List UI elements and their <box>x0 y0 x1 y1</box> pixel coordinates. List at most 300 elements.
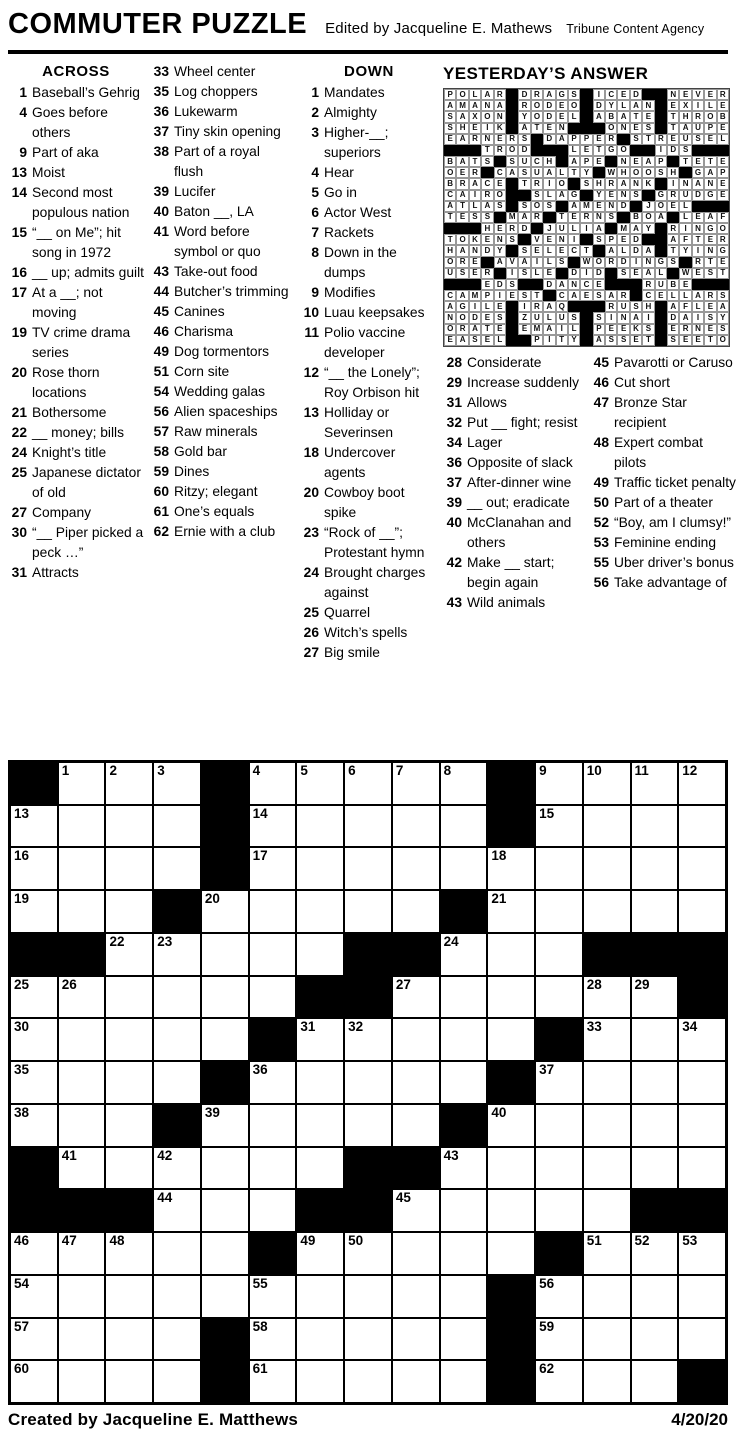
grid-cell-black <box>10 1147 58 1190</box>
grid-cell[interactable] <box>440 1061 488 1104</box>
answer-cell-black <box>568 123 580 134</box>
grid-cell[interactable] <box>631 1232 679 1275</box>
grid-cell[interactable] <box>392 1189 440 1232</box>
grid-cell[interactable] <box>392 976 440 1019</box>
grid-cell[interactable] <box>10 847 58 890</box>
grid-cell[interactable] <box>535 1318 583 1361</box>
grid-cell[interactable] <box>392 1018 440 1061</box>
grid-cell[interactable] <box>249 847 297 890</box>
grid-cell[interactable] <box>487 1018 535 1061</box>
grid-cell[interactable] <box>344 1275 392 1318</box>
grid-cell-number: 1 <box>61 763 70 778</box>
grid-cell[interactable] <box>10 1232 58 1275</box>
clue-number: 54 <box>153 384 169 399</box>
answer-cell: L <box>655 268 667 279</box>
answer-cell-black <box>605 223 617 234</box>
grid-cell[interactable] <box>153 1232 201 1275</box>
grid-cell-number: 6 <box>348 763 356 778</box>
answer-cell: N <box>494 111 506 122</box>
answer-cell: O <box>506 145 518 156</box>
answer-cell: N <box>679 178 691 189</box>
grid-cell[interactable] <box>58 847 106 890</box>
grid-cell-number: 25 <box>14 976 30 992</box>
grid-cell[interactable] <box>631 847 679 890</box>
clue-text: Down in the dumps <box>324 245 397 280</box>
clue-number: 14 <box>11 185 27 200</box>
grid-cell[interactable] <box>440 1018 488 1061</box>
grid-cell[interactable] <box>487 1104 535 1147</box>
grid-cell[interactable] <box>58 1104 106 1147</box>
answer-cell: R <box>605 134 617 145</box>
answer-cell: E <box>692 268 704 279</box>
grid-cell[interactable] <box>678 805 726 848</box>
grid-cell-number: 57 <box>14 1318 30 1334</box>
grid-cell[interactable] <box>678 890 726 933</box>
answer-cell: L <box>568 223 580 234</box>
grid-cell[interactable] <box>631 1104 679 1147</box>
grid-cell[interactable] <box>153 1018 201 1061</box>
grid-cell-black <box>10 1189 58 1232</box>
grid-cell[interactable] <box>105 933 153 976</box>
answer-cell: E <box>568 212 580 223</box>
clue-text: Gold bar <box>174 444 227 459</box>
grid-cell[interactable] <box>344 762 392 805</box>
grid-cell[interactable] <box>487 1232 535 1275</box>
grid-cell[interactable] <box>201 1018 249 1061</box>
clue-text: Wheel center <box>174 64 256 79</box>
grid-cell[interactable] <box>249 762 297 805</box>
grid-cell-black <box>296 1189 344 1232</box>
answer-cell: N <box>481 100 493 111</box>
grid-cell[interactable] <box>296 933 344 976</box>
grid-cell-black <box>344 976 392 1019</box>
grid-cell[interactable] <box>535 1104 583 1147</box>
grid-cell[interactable] <box>678 1275 726 1318</box>
grid-cell[interactable] <box>153 1275 201 1318</box>
grid-cell[interactable] <box>153 805 201 848</box>
grid-cell[interactable] <box>583 1189 631 1232</box>
answer-cell: A <box>543 324 555 335</box>
clue-across-31 <box>8 563 144 583</box>
grid-cell[interactable] <box>678 1061 726 1104</box>
answer-cell: A <box>556 279 568 290</box>
grid-cell[interactable] <box>583 890 631 933</box>
answer-cell: D <box>518 223 530 234</box>
grid-cell[interactable] <box>105 1360 153 1403</box>
grid-cell[interactable] <box>583 762 631 805</box>
grid-cell[interactable] <box>440 1232 488 1275</box>
grid-cell[interactable] <box>344 1061 392 1104</box>
grid-cell[interactable] <box>678 847 726 890</box>
answer-cell: N <box>692 324 704 335</box>
grid-cell[interactable] <box>535 847 583 890</box>
grid-cell[interactable] <box>440 762 488 805</box>
answer-cell: O <box>444 167 456 178</box>
grid-cell[interactable] <box>535 762 583 805</box>
grid-cell[interactable] <box>392 805 440 848</box>
grid-cell[interactable] <box>487 933 535 976</box>
grid-cell[interactable] <box>392 890 440 933</box>
grid-cell[interactable] <box>392 1318 440 1361</box>
grid-cell[interactable] <box>153 933 201 976</box>
grid-cell[interactable] <box>392 847 440 890</box>
answer-cell: S <box>518 268 530 279</box>
grid-cell[interactable] <box>296 847 344 890</box>
grid-cell[interactable] <box>58 805 106 848</box>
grid-cell[interactable] <box>583 1147 631 1190</box>
answer-cell: S <box>518 290 530 301</box>
grid-cell[interactable] <box>58 1147 106 1190</box>
answer-cell: E <box>494 223 506 234</box>
answer-cell: H <box>481 223 493 234</box>
grid-cell[interactable] <box>153 1360 201 1403</box>
grid-cell[interactable] <box>105 1061 153 1104</box>
grid-cell[interactable] <box>344 1232 392 1275</box>
grid-cell[interactable] <box>392 1232 440 1275</box>
grid-cell[interactable] <box>10 1360 58 1403</box>
grid-cell[interactable] <box>58 1360 106 1403</box>
grid-cell-number: 34 <box>682 1019 698 1035</box>
answer-cell: D <box>543 111 555 122</box>
grid-cell[interactable] <box>535 1147 583 1190</box>
grid-cell-number: 15 <box>539 805 555 821</box>
grid-cell[interactable] <box>296 1360 344 1403</box>
clue-across-35 <box>150 82 292 102</box>
clue-number: 25 <box>11 465 27 480</box>
answer-cell: D <box>630 89 642 100</box>
grid-cell[interactable] <box>201 933 249 976</box>
grid-cell[interactable] <box>10 1061 58 1104</box>
grid-cell[interactable] <box>392 1061 440 1104</box>
grid-cell[interactable] <box>10 1275 58 1318</box>
answer-cell: I <box>543 178 555 189</box>
grid-cell[interactable] <box>10 1018 58 1061</box>
grid-cell[interactable] <box>583 976 631 1019</box>
grid-cell[interactable] <box>392 1104 440 1147</box>
clue-text: One’s equals <box>174 504 255 519</box>
answer-cell: P <box>568 134 580 145</box>
answer-cell: T <box>518 178 530 189</box>
grid-cell[interactable] <box>678 762 726 805</box>
grid-cell[interactable] <box>631 976 679 1019</box>
clue-down-28 <box>443 353 585 373</box>
grid-cell[interactable] <box>105 1018 153 1061</box>
grid-cell[interactable] <box>440 1360 488 1403</box>
grid-cell[interactable] <box>249 1147 297 1190</box>
grid-cell[interactable] <box>201 1275 249 1318</box>
answer-cell-black <box>580 234 592 245</box>
answer-cell: S <box>506 279 518 290</box>
grid-cell[interactable] <box>296 1104 344 1147</box>
grid-cell[interactable] <box>249 1360 297 1403</box>
grid-cell-black <box>249 1232 297 1275</box>
answer-cell: V <box>692 89 704 100</box>
grid-cell[interactable] <box>487 1147 535 1190</box>
grid-cell[interactable] <box>535 1275 583 1318</box>
grid-cell[interactable] <box>201 1232 249 1275</box>
answer-cell: M <box>506 212 518 223</box>
grid-cell[interactable] <box>201 1104 249 1147</box>
grid-cell[interactable] <box>296 1018 344 1061</box>
answer-cell: D <box>494 279 506 290</box>
grid-cell-number: 33 <box>586 1019 602 1035</box>
answer-cell: N <box>692 223 704 234</box>
clue-number: 49 <box>593 475 609 490</box>
answer-cell: A <box>568 156 580 167</box>
grid-cell[interactable] <box>105 847 153 890</box>
answer-cell: S <box>704 268 716 279</box>
grid-cell[interactable] <box>344 847 392 890</box>
grid-cell[interactable] <box>296 1232 344 1275</box>
grid-cell[interactable] <box>201 890 249 933</box>
grid-cell[interactable] <box>392 1360 440 1403</box>
grid-cell[interactable] <box>153 1061 201 1104</box>
grid-cell[interactable] <box>631 1061 679 1104</box>
grid-cell[interactable] <box>583 1275 631 1318</box>
clue-across-27 <box>8 503 144 523</box>
answer-cell: S <box>568 312 580 323</box>
grid-cell[interactable] <box>535 1189 583 1232</box>
answer-cell: L <box>543 257 555 268</box>
grid-cell[interactable] <box>296 890 344 933</box>
answer-cell: S <box>679 145 691 156</box>
answer-cell: K <box>630 324 642 335</box>
clue-number: 9 <box>19 145 27 160</box>
grid-cell[interactable] <box>58 890 106 933</box>
answer-cell: N <box>593 212 605 223</box>
grid-cell[interactable] <box>105 1104 153 1147</box>
grid-cell[interactable] <box>344 805 392 848</box>
grid-cell[interactable] <box>583 1061 631 1104</box>
grid-cell[interactable] <box>201 1147 249 1190</box>
clue-number: 42 <box>446 555 462 570</box>
answer-cell: A <box>593 223 605 234</box>
grid-cell[interactable] <box>487 890 535 933</box>
grid-cell[interactable] <box>10 1318 58 1361</box>
grid-cell[interactable] <box>105 1275 153 1318</box>
grid-cell[interactable] <box>58 976 106 1019</box>
grid-cell[interactable] <box>10 1104 58 1147</box>
clue-down-40 <box>443 513 585 553</box>
grid-cell[interactable] <box>440 1147 488 1190</box>
answer-cell: A <box>704 212 716 223</box>
grid-cell[interactable] <box>631 805 679 848</box>
answer-cell: C <box>444 290 456 301</box>
answer-cell-black <box>655 100 667 111</box>
grid-cell[interactable] <box>344 1318 392 1361</box>
grid-cell[interactable] <box>344 1104 392 1147</box>
clue-number: 12 <box>303 365 319 380</box>
grid-cell[interactable] <box>153 976 201 1019</box>
grid-cell[interactable] <box>58 1318 106 1361</box>
answer-cell: E <box>481 312 493 323</box>
grid-cell-number: 52 <box>634 1233 650 1249</box>
grid-cell[interactable] <box>535 1061 583 1104</box>
grid-cell[interactable] <box>249 1061 297 1104</box>
grid-cell-number: 51 <box>586 1233 602 1249</box>
grid-cell[interactable] <box>105 1232 153 1275</box>
answer-cell: A <box>456 190 468 201</box>
grid-cell-number: 26 <box>61 976 77 992</box>
grid-cell[interactable] <box>440 1189 488 1232</box>
grid-cell[interactable] <box>105 1318 153 1361</box>
grid-cell[interactable] <box>249 1318 297 1361</box>
grid-cell[interactable] <box>249 933 297 976</box>
grid-cell[interactable] <box>678 1232 726 1275</box>
answer-cell: S <box>444 111 456 122</box>
grid-cell[interactable] <box>58 1275 106 1318</box>
grid-cell[interactable] <box>440 847 488 890</box>
grid-cell[interactable] <box>201 1189 249 1232</box>
grid-cell[interactable] <box>678 1147 726 1190</box>
grid-cell[interactable] <box>392 1275 440 1318</box>
grid-cell[interactable] <box>392 762 440 805</box>
answer-cell: B <box>667 279 679 290</box>
grid-cell[interactable] <box>631 1275 679 1318</box>
grid-cell[interactable] <box>296 1061 344 1104</box>
answer-cell: R <box>481 268 493 279</box>
grid-cell[interactable] <box>249 805 297 848</box>
grid-cell[interactable] <box>344 1018 392 1061</box>
grid-cell[interactable] <box>583 1360 631 1403</box>
answer-cell: U <box>531 167 543 178</box>
grid-cell[interactable] <box>58 1232 106 1275</box>
answer-cell: E <box>605 324 617 335</box>
grid-cell[interactable] <box>344 1360 392 1403</box>
grid-cell[interactable] <box>58 762 106 805</box>
clue-number: 37 <box>153 124 169 139</box>
grid-cell[interactable] <box>58 1018 106 1061</box>
answer-cell: A <box>593 335 605 346</box>
grid-cell[interactable] <box>10 976 58 1019</box>
grid-cell[interactable] <box>105 1147 153 1190</box>
grid-cell[interactable] <box>440 1275 488 1318</box>
grid-cell[interactable] <box>105 805 153 848</box>
grid-cell[interactable] <box>153 1189 201 1232</box>
grid-cell[interactable] <box>296 1147 344 1190</box>
grid-cell[interactable] <box>296 1275 344 1318</box>
grid-cell[interactable] <box>105 762 153 805</box>
grid-cell[interactable] <box>296 1318 344 1361</box>
grid-cell[interactable] <box>678 1318 726 1361</box>
grid-cell[interactable] <box>201 976 249 1019</box>
answer-cell: E <box>717 100 729 111</box>
answer-cell: S <box>593 234 605 245</box>
grid-cell[interactable] <box>535 1360 583 1403</box>
grid-cell[interactable] <box>249 1189 297 1232</box>
grid-cell[interactable] <box>487 1189 535 1232</box>
answer-cell-black <box>630 290 642 301</box>
grid-cell[interactable] <box>249 890 297 933</box>
clue-number: 20 <box>11 365 27 380</box>
answer-cell: P <box>717 167 729 178</box>
answer-cell-black <box>568 178 580 189</box>
grid-cell[interactable] <box>296 805 344 848</box>
answer-cell: A <box>642 268 654 279</box>
answer-cell: S <box>617 335 629 346</box>
grid-cell[interactable] <box>678 1104 726 1147</box>
answer-cell-black <box>506 301 518 312</box>
answer-cell: I <box>580 268 592 279</box>
answer-cell: F <box>679 234 691 245</box>
answer-cell: L <box>568 145 580 156</box>
answer-cell: D <box>617 201 629 212</box>
clue-text: Considerate <box>467 355 542 370</box>
grid-cell[interactable] <box>249 1104 297 1147</box>
grid-cell[interactable] <box>344 890 392 933</box>
grid-cell[interactable] <box>153 847 201 890</box>
grid-cell-number: 43 <box>443 1147 459 1163</box>
grid-cell[interactable] <box>153 762 201 805</box>
grid-cell[interactable] <box>535 890 583 933</box>
clue-number: 27 <box>11 505 27 520</box>
grid-cell[interactable] <box>105 890 153 933</box>
grid-cell-black <box>535 1018 583 1061</box>
grid-cell[interactable] <box>583 1232 631 1275</box>
clue-across-24 <box>8 443 144 463</box>
grid-cell[interactable] <box>535 933 583 976</box>
grid-cell[interactable] <box>10 805 58 848</box>
answer-cell: I <box>692 245 704 256</box>
answer-cell: U <box>531 312 543 323</box>
grid-cell[interactable] <box>631 890 679 933</box>
answer-cell-black <box>593 301 605 312</box>
clue-down-27 <box>300 643 438 663</box>
grid-cell[interactable] <box>10 890 58 933</box>
grid-cell[interactable] <box>487 976 535 1019</box>
answer-cell: E <box>704 134 716 145</box>
grid-cell[interactable] <box>58 1061 106 1104</box>
grid-cell[interactable] <box>440 1318 488 1361</box>
grid-cell[interactable] <box>631 762 679 805</box>
grid-cell[interactable] <box>583 805 631 848</box>
answer-cell: S <box>617 268 629 279</box>
answer-cell: A <box>543 89 555 100</box>
grid-cell[interactable] <box>535 976 583 1019</box>
answer-cell: V <box>531 234 543 245</box>
grid-cell[interactable] <box>583 1104 631 1147</box>
answer-cell: A <box>469 100 481 111</box>
grid-cell[interactable] <box>678 1018 726 1061</box>
grid-cell[interactable] <box>440 976 488 1019</box>
grid-cell[interactable] <box>249 976 297 1019</box>
grid-cell[interactable] <box>583 1018 631 1061</box>
grid-cell[interactable] <box>105 976 153 1019</box>
answer-cell: E <box>630 156 642 167</box>
grid-cell[interactable] <box>296 762 344 805</box>
answer-cell: O <box>605 123 617 134</box>
grid-cell[interactable] <box>153 1147 201 1190</box>
grid-cell[interactable] <box>631 1147 679 1190</box>
grid-cell[interactable] <box>153 1318 201 1361</box>
answer-cell: J <box>543 223 555 234</box>
agency-byline: Tribune Content Agency <box>566 22 705 36</box>
grid-cell[interactable] <box>535 805 583 848</box>
grid-cell[interactable] <box>631 1318 679 1361</box>
grid-cell[interactable] <box>631 1360 679 1403</box>
grid-cell[interactable] <box>440 933 488 976</box>
answer-cell: O <box>456 89 468 100</box>
grid-cell[interactable] <box>487 847 535 890</box>
grid-cell-number: 36 <box>252 1062 268 1078</box>
grid-cell[interactable] <box>249 1275 297 1318</box>
clue-text: “__ on Me”; hit song in 1972 <box>32 225 121 260</box>
answer-cell: E <box>506 290 518 301</box>
grid-cell[interactable] <box>583 847 631 890</box>
grid-cell[interactable] <box>583 1318 631 1361</box>
grid-cell[interactable] <box>440 805 488 848</box>
grid-cell[interactable] <box>631 1018 679 1061</box>
